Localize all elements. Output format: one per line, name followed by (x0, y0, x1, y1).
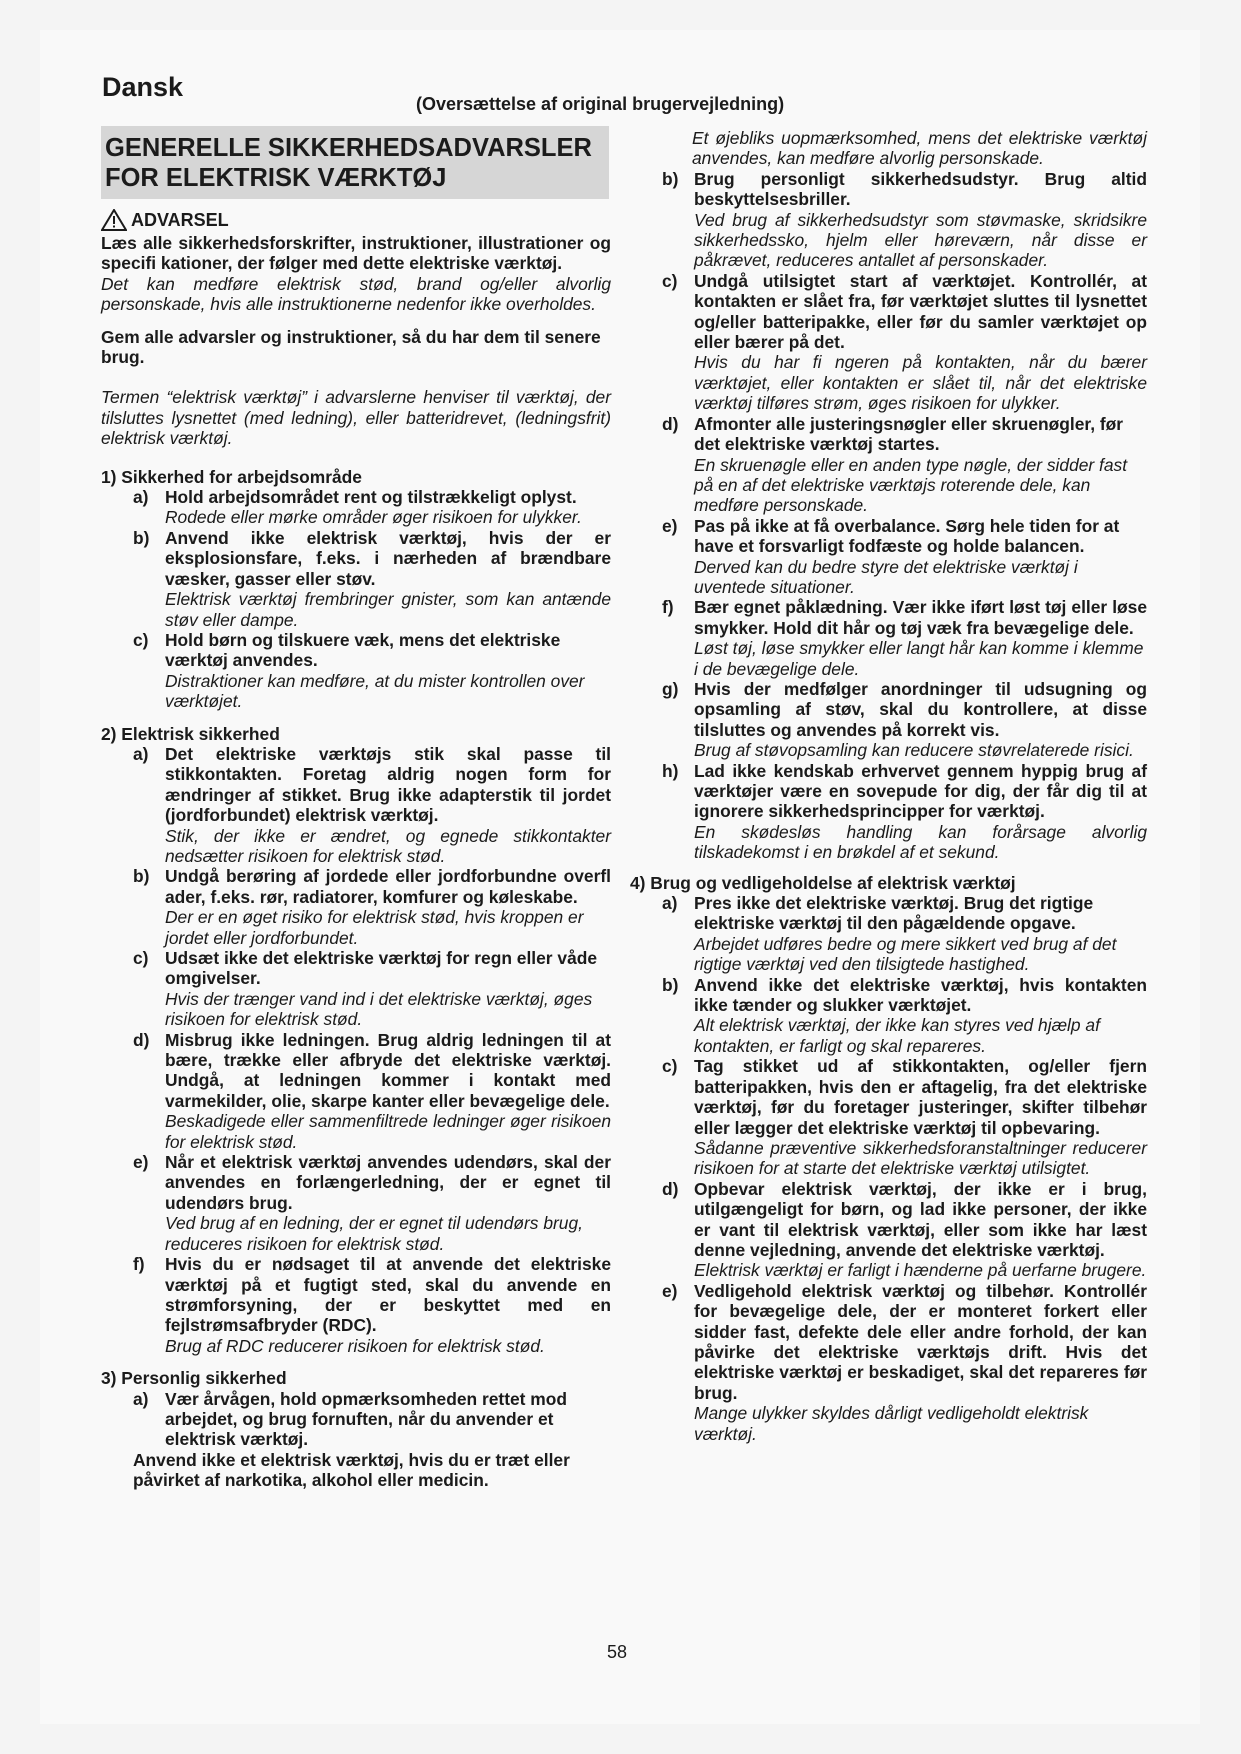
left-column (101, 126, 611, 1491)
list-item: b) Brug personligt sikkerhedsudstyr. Brug altid beskyttelsesbriller. Ved brug af sikkerhedsudstyr som støvmaske, skridsikre sikkerhedssko, hjelm eller høreværn, når disse er påkrævet, reduceres antallet af personskader. (662, 168, 1147, 271)
section-4-title: 4) Brug og vedligeholdelse af elektrisk værktøj (630, 872, 1016, 893)
section-2-list (101, 744, 611, 1356)
section-3-a: a) Vær årvågen, hold opmærksomheden rettet mod arbejdet, og brug fornuften, når du anvender et elektrisk værktøj. Anvend ikke et elektrisk værktøj, hvis du er træt eller påvirket af narkotika, alkohol eller medicin. (133, 1388, 570, 1491)
section-4-list (630, 893, 1147, 1444)
list-item: c) Tag stikket ud af stikkontakten, og/eller fjern batteripakken, hvis den er aftagelig, fra det elektriske værktøj, før du foretager justeringer, skifter tilbehør eller lægger det elektriske værktøj til opbevaring. Sådanne præventive sikkerhedsforanstaltninger reducerer risikoen for at starte det elektriske værktøj utilsigtet. (662, 1056, 1147, 1179)
warning-triangle-icon (101, 209, 127, 231)
list-item: c) Udsæt ikke det elektriske værktøj for regn eller våde omgivelser. Hvis der trænger vand ind i det elektriske værktøj, øges risikoen for elektrisk stød. (133, 948, 598, 1030)
section-3-list (630, 169, 1147, 863)
section-3-a-note: Et øjebliks uopmærksomhed, mens det elektriske værktøj anvendes, kan medføre alvorlig personskade. (692, 128, 1147, 169)
intro-term: Termen “elektrisk værktøj” i advarslerne henviser til værktøj, der tilsluttes lysnettet (med ledning), eller batteridrevet, (ledningsfrit) elektrisk værktøj. (101, 387, 611, 449)
list-item: a) Hold arbejdsområdet rent og tilstrækkeligt oplyst. Rodede eller mørke områder øger risikoen for ulykker. (133, 487, 582, 528)
translation-subtitle: (Oversættelse af original brugervejledning) (416, 94, 785, 114)
list-item: e) Når et elektrisk værktøj anvendes udendørs, skal der anvendes en forlængerledning, der er egnet til udendørs brug. Ved brug af en ledning, der er egnet til udendørs brug, reduceres risikoen for elektrisk stød. (133, 1152, 611, 1254)
list-item: e) Pas på ikke at få overbalance. Sørg hele tiden for at have et forsvarligt fodfæste og holde balancen. Derved kan du bedre styre det elektriske værktøj i uventede situationer. (662, 515, 1120, 597)
list-item: b) Undgå berøring af jordede eller jordforbundne overfl ader, f.eks. rør, radiatorer, komfurer og køleskabe. Der er en øget risiko for elektrisk stød, hvis kroppen er jordet eller jordforbundet. (133, 866, 611, 948)
list-item: b) Anvend ikke det elektriske værktøj, hvis kontakten ikke tænder og slukker værktøjet. Alt elektrisk værktøj, der ikke kan styres ved hjælp af kontakten, er farligt og skal repareres. (662, 974, 1147, 1056)
section-1-list (101, 487, 611, 711)
warning-heading (101, 209, 611, 231)
section-title: GENERELLE SIKKERHEDSADVARSLER FOR ELEKTRISK VÆRKTØJ (101, 126, 609, 199)
list-item: d) Opbevar elektrisk værktøj, der ikke er i brug, utilgængeligt for børn, og lad ikke personer, der ikke er vant til elektrisk værktøj, eller som ikke har læst denne vejledning, anvende det elektriske værktøj. Elektrisk værktøj er farligt i hænderne på uerfarne brugere. (662, 1178, 1147, 1281)
list-item: g) Hvis der medfølger anordninger til udsugning og opsamling af støv, skal du kontrollere, at disse tilsluttes og anvendes på korrekt vis. Brug af støvopsamling kan reducere støvrelaterede risici. (662, 678, 1147, 761)
list-item: d) Afmonter alle justeringsnøgler eller skruenøgler, før det elektriske værktøj startes. En skruenøgle eller en anden type nøgle, der sidder fast på en af det elektriske værktøjs roterende dele, kan medføre personskade. (662, 413, 1128, 516)
list-item: b) Anvend ikke elektrisk værktøj, hvis der er eksplosionsfare, f.eks. i nærheden af brændbare væsker, gasser eller støv. Elektrisk værktøj frembringer gnister, som kan antænde støv eller dampe. (133, 527, 611, 630)
list-item: c) Undgå utilsigtet start af værktøjet. Kontrollér, at kontakten er slået fra, før værktøjet sluttes til lysnettet og/eller batteripakke, eller før du samler værktøjet op eller bærer på det. Hvis du har fi ngeren på kontakten, når du bærer værktøjet, eller kontakten er slået til, når det elektriske værktøj tilføres strøm, øges risikoen for ulykker. (662, 270, 1147, 414)
right-column (630, 126, 1147, 1444)
section-3-title: 3) Personlig sikkerhed (101, 1368, 287, 1389)
intro-keep: Gem alle advarsler og instruktioner, så du har dem til senere brug. (101, 326, 601, 368)
list-item: a) Det elektriske værktøjs stik skal passe til stikkontakten. Foretag aldrig nogen form for ændringer af stikket. Brug ikke adapterstik til jordet (jordforbundet) elektrisk værktøj. Stik, der ikke er ændret, og egnede stikkontakter nedsætter risikoen for elektrisk stød. (133, 743, 611, 866)
list-item: e) Vedligehold elektrisk værktøj og tilbehør. Kontrollér for bevægelige dele, der er monteret forkert eller sidder fast, defekte dele eller andre forhold, der kan påvirke det elektriske værktøjs drift. Hvis det elektriske værktøj er beskadiget, skal det repareres før brug. Mange ulykker skyldes dårligt vedligeholdt elektrisk værktøj. (662, 1280, 1147, 1444)
intro-consequence: Det kan medføre elektrisk stød, brand og/eller alvorlig personskade, hvis alle instruktionerne nedenfor ikke overholdes. (101, 273, 611, 315)
section-1-title: 1) Sikkerhed for arbejdsområde (101, 466, 362, 487)
list-item: f) Bær egnet påklædning. Vær ikke iført løst tøj eller løse smykker. Hold dit hår og tøj væk fra bevægelige dele. Løst tøj, løse smykker eller langt hår kan komme i klemme i de bevægelige dele. (662, 597, 1147, 679)
warning-label: ADVARSEL (131, 209, 229, 230)
list-item: a) Pres ikke det elektriske værktøj. Brug det rigtige elektriske værktøj til den pågældende opgave. Arbejdet udføres bedre og mere sikkert ved brug af det rigtige værktøj ved den tilsigtede hastighed. (662, 893, 1117, 975)
list-item: f) Hvis du er nødsaget til at anvende det elektriske værktøj på et fugtigt sted, skal du anvende en strømforsyning, der er beskyttet med en fejlstrømsafbryder (RDC). Brug af RDC reducerer risikoen for elektrisk stød. (133, 1254, 611, 1356)
list-item: h) Lad ikke kendskab erhvervet gennem hyppig brug af værktøjer være en sovepude for dig, der får dig til at ignorere sikkerhedsprincipper for værktøj. En skødesløs handling kan forårsage alvorlig tilskadekomst i en brøkdel af et sekund. (662, 760, 1147, 863)
list-item: d) Misbrug ikke ledningen. Brug aldrig ledningen til at bære, trække eller afbryde det elektriske værktøj. Undgå, at ledningen kommer i kontakt med varmekilder, olie, skarpe kanter eller bevægelige dele. Beskadigede eller sammenfiltrede ledninger øger risikoen for elektrisk stød. (133, 1029, 611, 1152)
page-number: 58 (607, 1642, 628, 1662)
section-2-title: 2) Elektrisk sikkerhed (101, 723, 280, 744)
intro-read-all: Læs alle sikkerhedsforskrifter, instruktioner, illustrationer og specifi kationer, der følger med dette elektriske værktøj. (101, 233, 611, 274)
list-item: c) Hold børn og tilskuere væk, mens det elektriske værktøj anvendes. Distraktioner kan medføre, at du mister kontrollen over værktøjet. (133, 629, 585, 712)
language-heading: Dansk (102, 72, 184, 102)
